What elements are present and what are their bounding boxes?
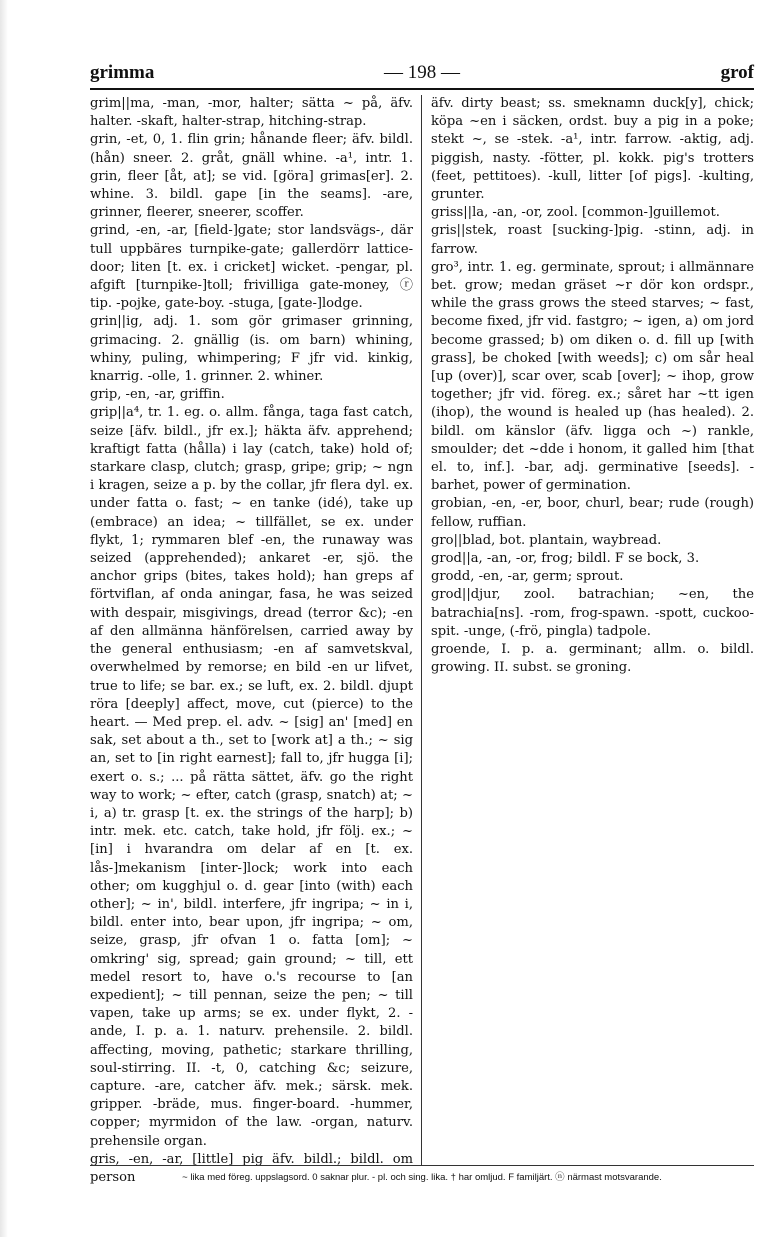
entry: äfv. dirty beast; ss. smeknamn duck[y], chick; köpa ~en i säcken, ordst. buy a pig in a poke; stekt ~, se -stek. -a¹, intr. farrow. -aktig, adj. piggish, nasty. -fötter, pl. kokk. pig's trotters (feet, pettitoes). -kull, litter [of pigs]. -kulting, grunter. [431,96,754,203]
entry: grodd, -en, -ar, germ; sprout. [431,569,624,585]
entry: grod||djur, zool. batrachian; ~en, the batrachia[ns]. -rom, frog-spawn. -spott, cuckoo-spit. -unge, (-frö, pingla) tadpole. [431,587,754,639]
entry: gro³, intr. 1. eg. germinate, sprout; i allmännare bet. grow; medan gräset ~r dör kon ordspr., while the grass grows the steed starves; ~ fast, become fixed, jfr vid. fastgro; ~ igen, a) om jord become grassed; b) om diken o. d. fill up [with grass], be choked [with weeds]; c) om sår heal [up (over)], scar over, scab [over]; ~ ihop, grow together; jfr vid. föreg. ex.; såret har ~tt igen (ihop), the wound is healed up (has healed). 2. bildl. om känslor (äfv. ligga och ~) rankle, smoulder; det ~dde i honom, it galled him [that el. to, inf.]. -bar, adj. germinative [seeds]. -barhet, power of germination. [431,259,754,494]
entry: groende, I. p. a. germinant; allm. o. bildl. growing. II. subst. se groning. [431,642,754,676]
entry: gro||blad, bot. plantain, waybread. [431,532,662,548]
entry: grind, -en, -ar, [field-]gate; stor landsvägs-, där tull uppbäres turnpike-gate; gallerdörr lattice-door; liten [t. ex. i cricket] wicket. -pengar, pl. afgift [turnpike-]toll; frivilliga gate-money, ⓡ tip. -pojke, gate-boy. -stuga, [gate-]lodge. [90,223,413,312]
entry: grip, -en, -ar, griffin. [90,387,225,403]
right-column [422,95,754,1165]
entry: grod||a, -an, -or, frog; bildl. F se bock, 3. [431,551,700,567]
entry: griss||la, -an, -or, zool. [common-]guillemot. [431,205,720,221]
entry: grobian, -en, -er, boor, churl, bear; rude (rough) fellow, ruffian. [431,496,754,530]
entry: grim||ma, -man, -mor, halter; sätta ~ på, äfv. halter. -skaft, halter-strap, hitching-strap. [90,96,413,130]
entry: grin||ig, adj. 1. som gör grimaser grinning, grimacing. 2. gnällig (is. om barn) whining, whiny, puling, whimpering; F jfr vid. kinkig, knarrig. -olle, 1. grinner. 2. whiner. [90,314,413,385]
entry: gris||stek, roast [sucking-]pig. -stinn, adj. in farrow. [431,223,754,257]
abbreviation-legend: ~ lika med föreg. uppslagsord. 0 saknar plur. - pl. och sing. lika. † har omljud. F familjärt. ⓝ närmast motsvarande. [182,1172,662,1183]
header-guide-word-right: grof [720,62,754,83]
entry: gris, -en, -ar, [little] pig äfv. bildl.; bildl. om person [90,1151,413,1185]
header-rule [90,88,754,90]
entry: grin, -et, 0, 1. flin grin; hånande fleer; äfv. bildl. (hån) sneer. 2. gråt, gnäll whine. -a¹, intr. 1. grin, fleer [åt, at]; se vid. [göra] grimas[er]. 2. whine. 3. bildl. gape [in the seams]. -are, grinner, fleerer, sneerer, scoffer. [90,132,413,221]
page-number: — 198 — [384,62,460,83]
entry: grip||a⁴, tr. 1. eg. o. allm. fånga, taga fast catch, seize [äfv. bildl., jfr ex.]; häkta äfv. apprehend; kraftigt fatta (hålla) i lay (catch, take) hold of; starkare clasp, clutch; grasp, gripe; grip; ~ ngn i kragen, seize a p. by the collar, jfr flera dyl. ex. under fatta o. fast; ~ en tanke (idé), take up (embrace) an idea; ~ tillfället, se ex. under flykt, 1; rymmaren blef -en, the runaway was seized (apprehended); ankaret -er, sjö. the anchor grips (bites, takes hold); han greps af förtviflan, af onda aningar, fasa, he was seized with despair, misgivings, dread (terror &c); -en af den allmänna hänförelsen, carried away by the general enthusiasm; -en af samvetskval, overwhelmed by remorse; en bild -en ur lifvet, true to life; se bar. ex.; se luft, ex. 2. bildl. djupt röra [deeply] affect, move, cut (pierce) to the heart. — Med prep. el. adv. ~ [sig] an' [med] en sak, set about a th., set to [work at] a th.; ~ sig an, set to [in right earnest]; fall to, jfr hugga [i]; exert o. s.; ... på rätta sättet, äfv. go the right way to work; ~ efter, catch (grasp, snatch) at; ~ i, a) tr. grasp [t. ex. the strings of the harp]; b) intr. mek. etc. catch, take hold, jfr följ. ex.; ~ [in] i hvarandra om delar af en [t. ex. lås-]mekanism [inter-]lock; work into each other; om kugghjul o. d. gear [into (with) each other]; ~ in', bildl. interfere, jfr ingripa; ~ in i, bildl. enter into, bear upon, jfr ingripa; ~ om, seize, grasp, jfr ofvan 1 o. fatta [om]; ~ omkring' sig, spread; gain ground; ~ till, ett medel resort to, have o.'s recourse to [an expedient]; ~ till pennan, seize the pen; ~ till vapen, take up arms; se ex. under flykt, 2. -ande, I. p. a. 1. naturv. prehensile. 2. bildl. affecting, moving, pathetic; starkare thrilling, soul-stirring. II. -t, 0, catching &c; seizure, capture. -are, catcher äfv. mek.; särsk. mek. gripper. -bräde, mus. finger-board. -hummer, copper; myrmidon of the law. -organ, naturv. prehensile organ. [90,405,413,1149]
header-guide-word-left: grimma [90,62,155,83]
footer-rule [90,1165,754,1166]
page-edge-shadow [0,0,8,1237]
